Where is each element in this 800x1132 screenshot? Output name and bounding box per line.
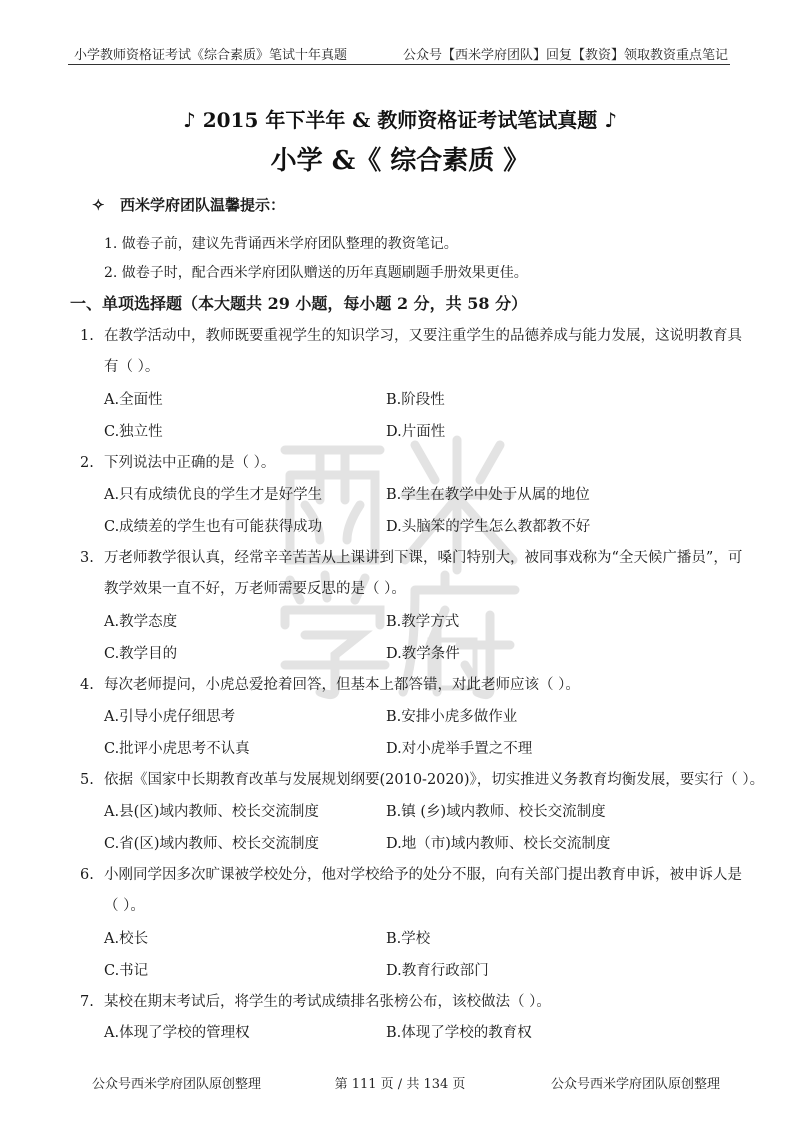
option-b: B.学校 — [386, 931, 431, 947]
page-number: 第 111 页 / 共 134 页 — [334, 1077, 466, 1092]
option-b: B.阶段性 — [386, 392, 445, 408]
question-stem — [80, 990, 551, 1011]
question-stem-continued: 有（ ）。 — [104, 359, 160, 375]
option-d: D.头脑笨的学生怎么教都教不好 — [386, 519, 591, 535]
tips-heading-text: 西米学府团队温馨提示： — [120, 196, 286, 214]
option-b: B.安排小虎多做作业 — [386, 709, 518, 725]
tip-item: 1. 做卷子前，建议先背诵西米学府团队整理的教资笔记。 — [104, 236, 458, 252]
header-left: 小学教师资格证考试《综合素质》笔试十年真题 — [74, 48, 348, 63]
option-c: C.独立性 — [104, 424, 163, 440]
question-number: 7. — [80, 994, 94, 1010]
option-a: A.全面性 — [104, 392, 163, 408]
question-number: 5. — [80, 772, 94, 788]
sparkle-icon: ✧ — [92, 196, 105, 214]
question-stem — [80, 451, 275, 472]
question-number: 1. — [80, 328, 94, 344]
option-b: B.镇 (乡)域内教师、校长交流制度 — [386, 804, 606, 820]
header-divider — [68, 64, 730, 65]
question-stem — [80, 863, 742, 884]
option-d: D.对小虎举手置之不理 — [386, 741, 533, 757]
option-a: A.只有成绩优良的学生才是好学生 — [104, 487, 323, 503]
question-text: 依据《国家中长期教育改革与发展规划纲要(2010-2020)》，切实推进义务教育均衡发展，要实行（ ）。 — [104, 772, 765, 788]
question-stem — [80, 673, 580, 694]
option-a: A.引导小虎仔细思考 — [104, 709, 236, 725]
option-c: C.省(区)域内教师、校长交流制度 — [104, 836, 319, 852]
question-stem — [80, 324, 742, 345]
option-b: B.体现了学校的教育权 — [386, 1025, 532, 1041]
question-number: 6. — [80, 867, 94, 883]
question-text: 某校在期末考试后，将学生的考试成绩排名张榜公布，该校做法（ ）。 — [104, 994, 551, 1010]
page-title: ♪ 2015 年下半年 & 教师资格证考试笔试真题 ♪ — [182, 108, 618, 132]
option-c: C.书记 — [104, 963, 149, 979]
option-c: C.教学目的 — [104, 646, 178, 662]
footer-left: 公众号西米学府团队原创整理 — [92, 1077, 262, 1092]
section-heading: 一、单项选择题（本大题共 29 小题，每小题 2 分，共 58 分） — [70, 294, 528, 313]
option-a: A.体现了学校的管理权 — [104, 1025, 250, 1041]
tips-heading — [92, 194, 285, 215]
question-number: 4. — [80, 677, 94, 693]
option-c: C.成绩差的学生也有可能获得成功 — [104, 519, 323, 535]
question-text: 万老师教学很认真，经常辛辛苦苦从上课讲到下课，嗓门特别大，被同事戏称为“全天候广播员”，可 — [104, 550, 743, 566]
footer-right: 公众号西米学府团队原创整理 — [550, 1077, 720, 1092]
question-number: 3. — [80, 550, 94, 566]
option-d: D.地（市)域内教师、校长交流制度 — [386, 836, 611, 852]
option-a: A.校长 — [104, 931, 149, 947]
question-stem-continued: （ ）。 — [104, 898, 145, 914]
question-text: 在教学活动中，教师既要重视学生的知识学习，又要注重学生的品德养成与能力发展，这说明教育具 — [104, 328, 742, 344]
option-d: D.片面性 — [386, 424, 446, 440]
option-c: C.批评小虎思考不认真 — [104, 741, 250, 757]
question-text: 每次老师提问，小虎总爱抢着回答，但基本上都答错，对此老师应该（ ）。 — [104, 677, 580, 693]
question-stem-continued: 教学效果一直不好，万老师需要反思的是（ ）。 — [104, 581, 406, 597]
question-text: 小刚同学因多次旷课被学校处分，他对学校给予的处分不服，向有关部门提出教育申诉，被申诉人是 — [104, 867, 742, 883]
option-b: B.学生在教学中处于从属的地位 — [386, 487, 590, 503]
option-d: D.教育行政部门 — [386, 963, 489, 979]
question-text: 下列说法中正确的是（ ）。 — [104, 455, 276, 471]
tip-item: 2. 做卷子时，配合西米学府团队赠送的历年真题刷题手册效果更佳。 — [104, 265, 528, 281]
option-a: A.县(区)域内教师、校长交流制度 — [104, 804, 319, 820]
header-right: 公众号【西米学府团队】回复【教资】领取教资重点笔记 — [402, 48, 728, 63]
option-b: B.教学方式 — [386, 614, 460, 630]
option-a: A.教学态度 — [104, 614, 178, 630]
question-stem — [80, 546, 742, 567]
page-subtitle: 小学 &《 综合素质 》 — [270, 146, 530, 176]
option-d: D.教学条件 — [386, 646, 460, 662]
question-stem — [80, 768, 764, 789]
question-number: 2. — [80, 455, 94, 471]
